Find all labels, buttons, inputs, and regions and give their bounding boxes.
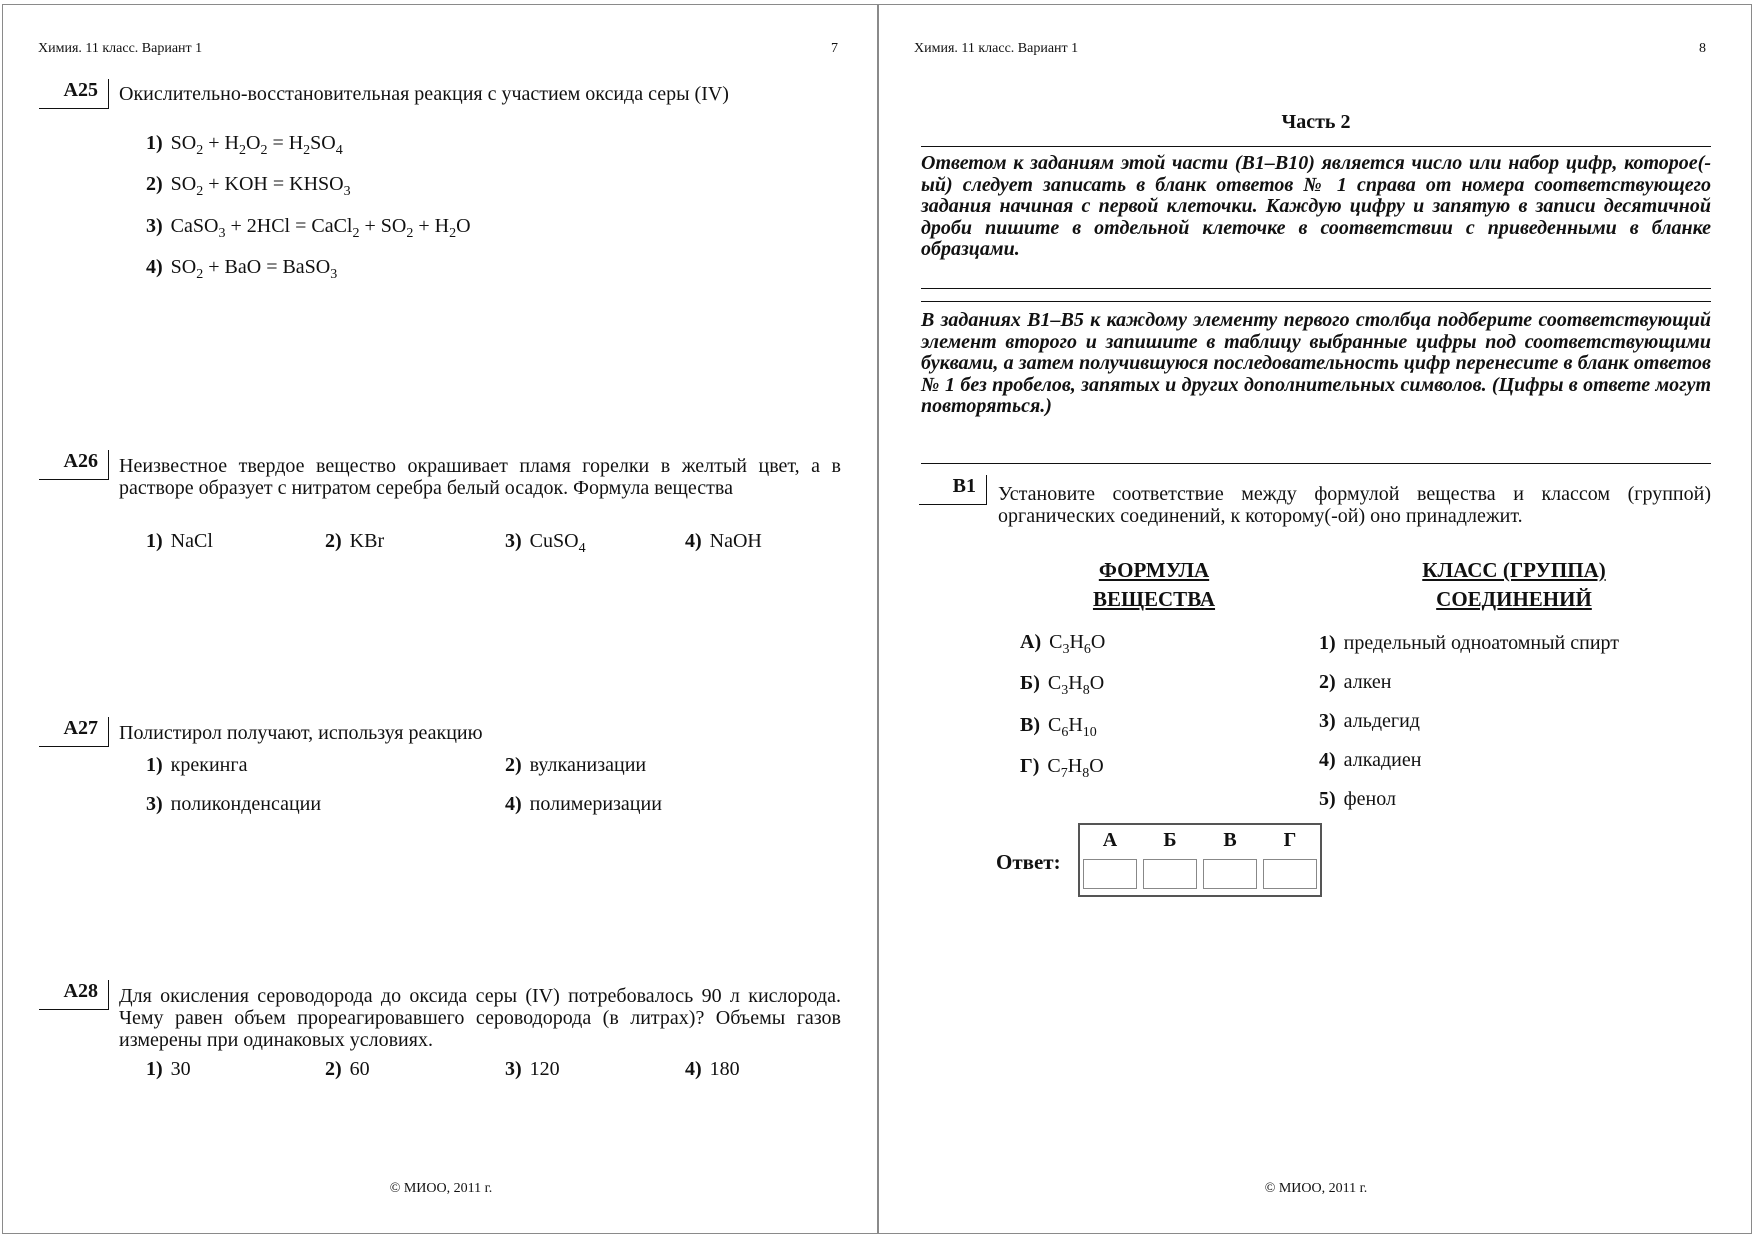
class-item: 1) предельный одноатомный спирт bbox=[1319, 632, 1620, 654]
question-text: Окислительно-восстановительная реакция с участием оксида серы (IV) bbox=[119, 83, 729, 105]
question-label: A25 bbox=[39, 79, 109, 109]
answer-column-header: А bbox=[1102, 829, 1118, 851]
formula-item: Б) $C_3H_8O$ bbox=[1020, 672, 1105, 698]
answer-option: 1) NaCl bbox=[146, 530, 213, 552]
page-footer: © МИОО, 2011 г. bbox=[1264, 1181, 1368, 1196]
divider bbox=[921, 463, 1711, 464]
column-heading-formula: ФОРМУЛА ВЕЩЕСТВА bbox=[1092, 558, 1216, 611]
left-page bbox=[2, 4, 878, 1234]
page-number: 7 bbox=[831, 41, 838, 56]
answer-option: 3) поликонденсации bbox=[146, 793, 322, 815]
answer-option: 3) 120 bbox=[505, 1058, 560, 1080]
answer-option: 4) NaOH bbox=[685, 530, 762, 552]
class-item: 2) алкен bbox=[1319, 671, 1392, 693]
question-label: A27 bbox=[39, 717, 109, 747]
answer-option: 4) 180 bbox=[685, 1058, 740, 1080]
answer-option: 1) 30 bbox=[146, 1058, 191, 1080]
column-heading-class: КЛАСС (ГРУППА) СОЕДИНЕНИЙ bbox=[1422, 558, 1606, 611]
question-text: Для окисления сероводорода до оксида серы (IV) потребовалось 90 л кислорода. Чему равен объем прореагировавшего сероводорода (в литрах)? Объемы газов измерены при одинаковых условиях. bbox=[119, 985, 841, 1051]
answer-cell[interactable] bbox=[1143, 859, 1197, 889]
part-title: Часть 2 bbox=[1281, 111, 1351, 133]
answer-option: 1) $SO_2 + H_2O_2 = H_2SO_4$ bbox=[146, 132, 343, 158]
answer-option: 2) $SO_2$ + KOH = $KHSO_3$ bbox=[146, 173, 351, 199]
divider bbox=[921, 146, 1711, 147]
answer-option: 2) 60 bbox=[325, 1058, 370, 1080]
answer-column-header: В bbox=[1223, 829, 1237, 851]
class-item: 3) альдегид bbox=[1319, 710, 1420, 732]
answer-option: 3) CuSO$_4$ bbox=[505, 530, 586, 556]
formula-item: А) $C_3H_6O$ bbox=[1020, 631, 1106, 657]
answer-option: 2) KBr bbox=[325, 530, 385, 552]
answer-cell[interactable] bbox=[1263, 859, 1317, 889]
answer-cell[interactable] bbox=[1203, 859, 1257, 889]
question-label: A28 bbox=[39, 980, 109, 1010]
page-header-title: Химия. 11 класс. Вариант 1 bbox=[38, 41, 203, 56]
answer-option: 4) полимеризации bbox=[505, 793, 662, 815]
divider bbox=[921, 301, 1711, 302]
formula-item: В) $C_6H_{10}$ bbox=[1020, 714, 1097, 740]
answer-option: 3) CaSO$_3$ + 2HCl = CaCl$_2$ + $SO_2 + H_2O$ bbox=[146, 215, 471, 241]
formula-item: Г) $C_7H_8O$ bbox=[1020, 755, 1104, 781]
page-footer: © МИОО, 2011 г. bbox=[389, 1181, 493, 1196]
answer-option: 4) $SO_2$ + BaO = BaSO$_3$ bbox=[146, 256, 338, 282]
question-text: Установите соответствие между формулой вещества и классом (группой) органических соединений, к которому(-ой) оно принадлежит. bbox=[998, 483, 1711, 527]
instruction-text: Ответом к заданиям этой части (В1–В10) является число или набор цифр, которое(-ый) следует записать в бланк ответов № 1 справа от номера соответствующего задания начиная с первой клеточки. Каждую цифру и запятую в записи десятичной дроби пишите в отдельной клеточке в соответствии с приведенными в бланке образцами. bbox=[921, 152, 1711, 260]
answer-option: 2) вулканизации bbox=[505, 754, 647, 776]
class-item: 4) алкадиен bbox=[1319, 749, 1422, 771]
right-page bbox=[878, 4, 1752, 1234]
instruction-text: В заданиях В1–В5 к каждому элементу первого столбца подберите соответствующий элемент второго и запишите в таблицу выбранные цифры под соответствующими буквами, а затем получившуюся последовательность цифр перенесите в бланк ответов № 1 без пробелов, запятых и других дополнительных символов. (Цифры в ответе могут повторяться.) bbox=[921, 309, 1711, 417]
question-label: В1 bbox=[919, 475, 987, 505]
page-number: 8 bbox=[1699, 41, 1706, 56]
answer-label: Ответ: bbox=[996, 850, 1061, 874]
question-text: Полистирол получают, используя реакцию bbox=[119, 722, 483, 744]
answer-option: 1) крекинга bbox=[146, 754, 248, 776]
class-item: 5) фенол bbox=[1319, 788, 1396, 810]
answer-table bbox=[1078, 823, 1322, 897]
divider bbox=[921, 288, 1711, 289]
answer-cell[interactable] bbox=[1083, 859, 1137, 889]
question-text: Неизвестное твердое вещество окрашивает пламя горелки в желтый цвет, а в растворе образует с нитратом серебра белый осадок. Формула вещества bbox=[119, 455, 841, 499]
answer-column-header: Б bbox=[1163, 829, 1177, 851]
page-header-title: Химия. 11 класс. Вариант 1 bbox=[914, 41, 1079, 56]
question-label: A26 bbox=[39, 450, 109, 480]
answer-column-header: Г bbox=[1283, 829, 1297, 851]
